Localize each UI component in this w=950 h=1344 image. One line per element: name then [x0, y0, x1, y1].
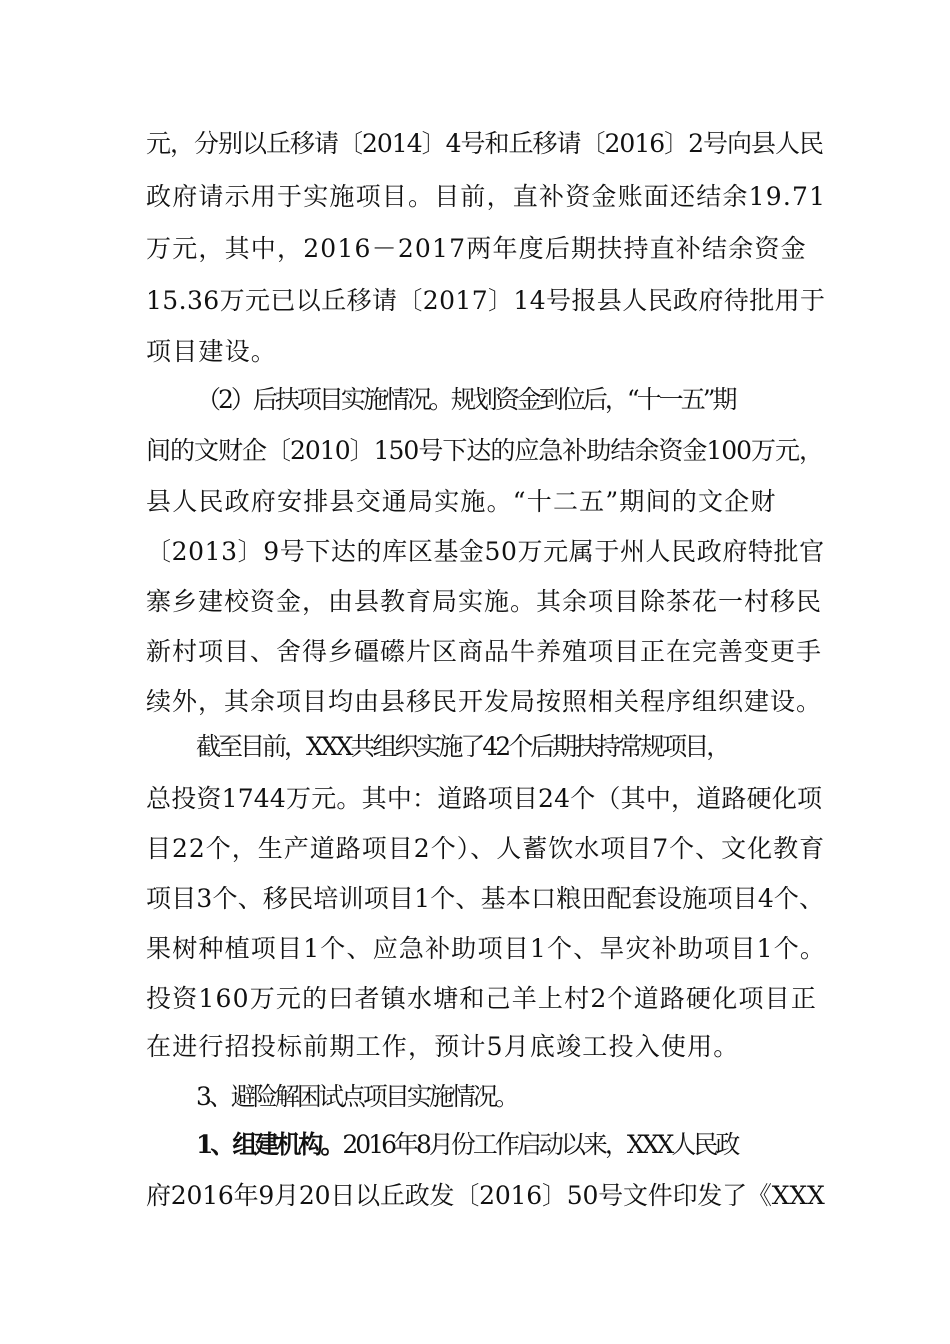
text-line: 政府请示用于实施项目。目前，直补资金账面还结余19.71 [146, 182, 827, 211]
paragraph-start: 截至目前，XXX共组织实施了42个后期扶持常规项目， [196, 732, 729, 761]
text-line: 县人民政府安排县交通局实施。“十二五”期间的文企财 [146, 487, 777, 516]
text-line: 新村项目、舍得乡礓礤片区商品牛养殖项目正在完善变更手 [146, 637, 823, 666]
section-heading: 3、避险解困试点项目实施情况。 [196, 1082, 517, 1111]
text-line: 果树种植项目1个、应急补助项目1个、旱灾补助项目1个。 [146, 934, 827, 963]
text-line: 〔2013〕9号下达的库区基金50万元属于州人民政府特批官 [146, 537, 825, 566]
subsection-line [196, 1120, 876, 1170]
text-line: 15.36万元已以丘移请〔2017〕14号报县人民政府待批用于 [146, 286, 826, 315]
text-line: 寨乡建校资金，由县教育局实施。其余项目除茶花一村移民 [146, 587, 823, 616]
paragraph-heading: （2）后扶项目实施情况。规划资金到位后，“十一五”期 [196, 385, 735, 414]
text-line: 在进行招投标前期工作，预计5月底竣工投入使用。 [146, 1032, 740, 1061]
text-line: 万元，其中，2016－2017两年度后期扶持直补结余资金 [146, 234, 807, 263]
text-line: 投资160万元的曰者镇水塘和己羊上村2个道路硬化项目正 [146, 984, 818, 1013]
text-line: 项目建设。 [146, 337, 278, 366]
subsection-heading: 1、组建机构。 [196, 1130, 343, 1159]
text-line: 总投资1744万元。其中：道路项目24个（其中，道路硬化项 [146, 784, 823, 813]
subsection-text: 2016年8月份工作启动以来，XXX人民政 [342, 1130, 738, 1159]
text-line: 目22个，生产道路项目2个）、人蓄饮水项目7个、文化教育 [146, 834, 826, 863]
text-line: 元，分别以丘移请〔2014〕4号和丘移请〔2016〕2号向县人民 [146, 129, 824, 158]
text-line: 府2016年9月20日以丘政发〔2016〕50号文件印发了《XXX [146, 1181, 825, 1210]
text-line: 续外，其余项目均由县移民开发局按照相关程序组织建设。 [146, 687, 823, 716]
text-line: 项目3个、移民培训项目1个、基本口粮田配套设施项目4个、 [146, 884, 825, 913]
text-line: 间的文财企〔2010〕150号下达的应急补助结余资金100万元， [146, 436, 824, 465]
